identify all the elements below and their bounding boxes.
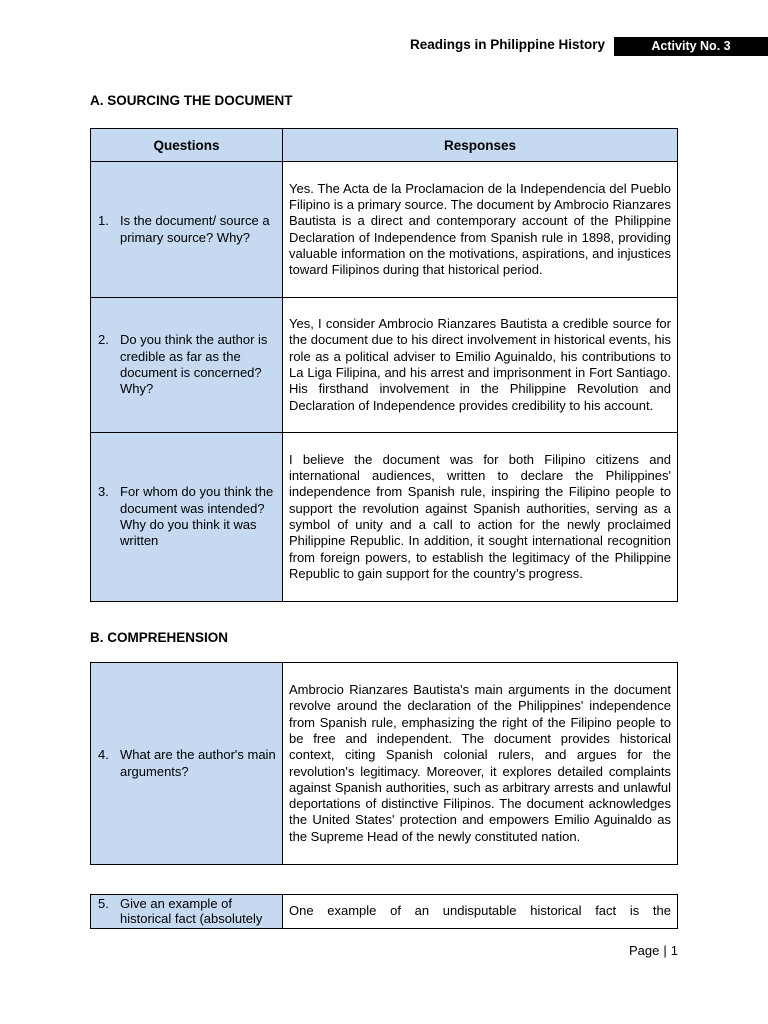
question-number: 5. <box>98 896 109 911</box>
question-cell <box>91 433 283 602</box>
table-row <box>91 663 678 865</box>
question-number: 3. <box>98 484 109 500</box>
section-b-heading: B. COMPREHENSION <box>90 630 229 645</box>
question-text: Is the document/ source a primary source? Why? <box>120 213 270 245</box>
page-label: Page <box>629 943 660 958</box>
question-text: Give an example of historical fact (absolutely <box>120 896 263 926</box>
comprehension-table <box>90 662 678 865</box>
response-cell <box>283 895 678 929</box>
question-number: 2. <box>98 332 109 348</box>
responses-header: Responses <box>283 129 678 162</box>
response-cell <box>283 663 678 865</box>
question-text: For whom do you think the document was intended? Why do you think it was written <box>120 484 274 549</box>
section-a-heading: A. SOURCING THE DOCUMENT <box>90 93 293 108</box>
question-number: 1. <box>98 213 109 229</box>
question-cell <box>91 895 283 929</box>
table-row <box>91 162 678 298</box>
question-text: What are the author's main arguments? <box>120 747 276 779</box>
header-title: Readings in Philippine History <box>409 37 605 52</box>
sourcing-table <box>90 128 678 602</box>
question-cell <box>91 162 283 298</box>
response-text: Yes, I consider Ambrocio Rianzares Bautista a credible source for the document due to his direct involvement in historical events, his role as a political adviser to Emilio Aguinaldo, his contributions to La Liga Filipina, and his arrest and imprisonment in Fort Santiago. His firsthand involvement in the Philippine Revolution and Declaration of Independence provides credibility to his account. <box>289 316 671 413</box>
table-row <box>91 433 678 602</box>
response-cell <box>283 162 678 298</box>
comprehension-table-continued <box>90 894 678 929</box>
response-text: Ambrocio Rianzares Bautista's main arguments in the document revolve around the declaration of the Philippines' independence from Spanish rule, emphasizing the right of the Filipino people to be free and independent. The document provides historical context, citing Spanish colonial rulers, and argues for the revolution's legitimacy. Moreover, it explores detailed complaints against Spanish authorities, such as arbitrary arrests and unlawful deportations of distinctive Filipinos. The document acknowledges the United States' protection and empowers Emilio Aguinaldo as the Supreme Head of the newly constituted nation. <box>289 682 671 844</box>
response-cell <box>283 433 678 602</box>
response-text: I believe the document was for both Filipino citizens and international audiences, written to declare the Philippines' independence from Spanish rule, inspiring the Filipino people to support the revolution against Spanish authorities, serving as a symbol of unity and a call to action for the newly proclaimed Philippine Republic. In addition, it sought international recognition from foreign powers, to establish the legitimacy of the Philippine Republic to gain support for the country’s progress. <box>289 451 671 581</box>
response-text: Yes. The Acta de la Proclamacion de la Independencia del Pueblo Filipino is a primary source. The document by Ambrocio Rianzares Bautista is a direct and contemporary account of the Philippine Declaration of Independence from Spanish rule in 1898, providing valuable information on the motivations, aspirations, and injustices toward Filipinos during that historical period. <box>289 180 671 278</box>
response-cell <box>283 298 678 433</box>
questions-header: Questions <box>91 129 283 162</box>
table-row <box>91 298 678 433</box>
page-footer <box>600 943 678 958</box>
activity-badge: Activity No. 3 <box>614 37 768 56</box>
page-separator: | <box>663 943 667 958</box>
question-text: Do you think the author is credible as far as the document is concerned? Why? <box>120 332 268 397</box>
question-number: 4. <box>98 747 109 763</box>
question-cell <box>91 298 283 433</box>
table-header-row <box>91 129 678 162</box>
question-cell <box>91 663 283 865</box>
table-row <box>91 895 678 929</box>
response-text: One example of an undisputable historical fact is the <box>289 903 671 919</box>
page-number: 1 <box>670 943 678 958</box>
